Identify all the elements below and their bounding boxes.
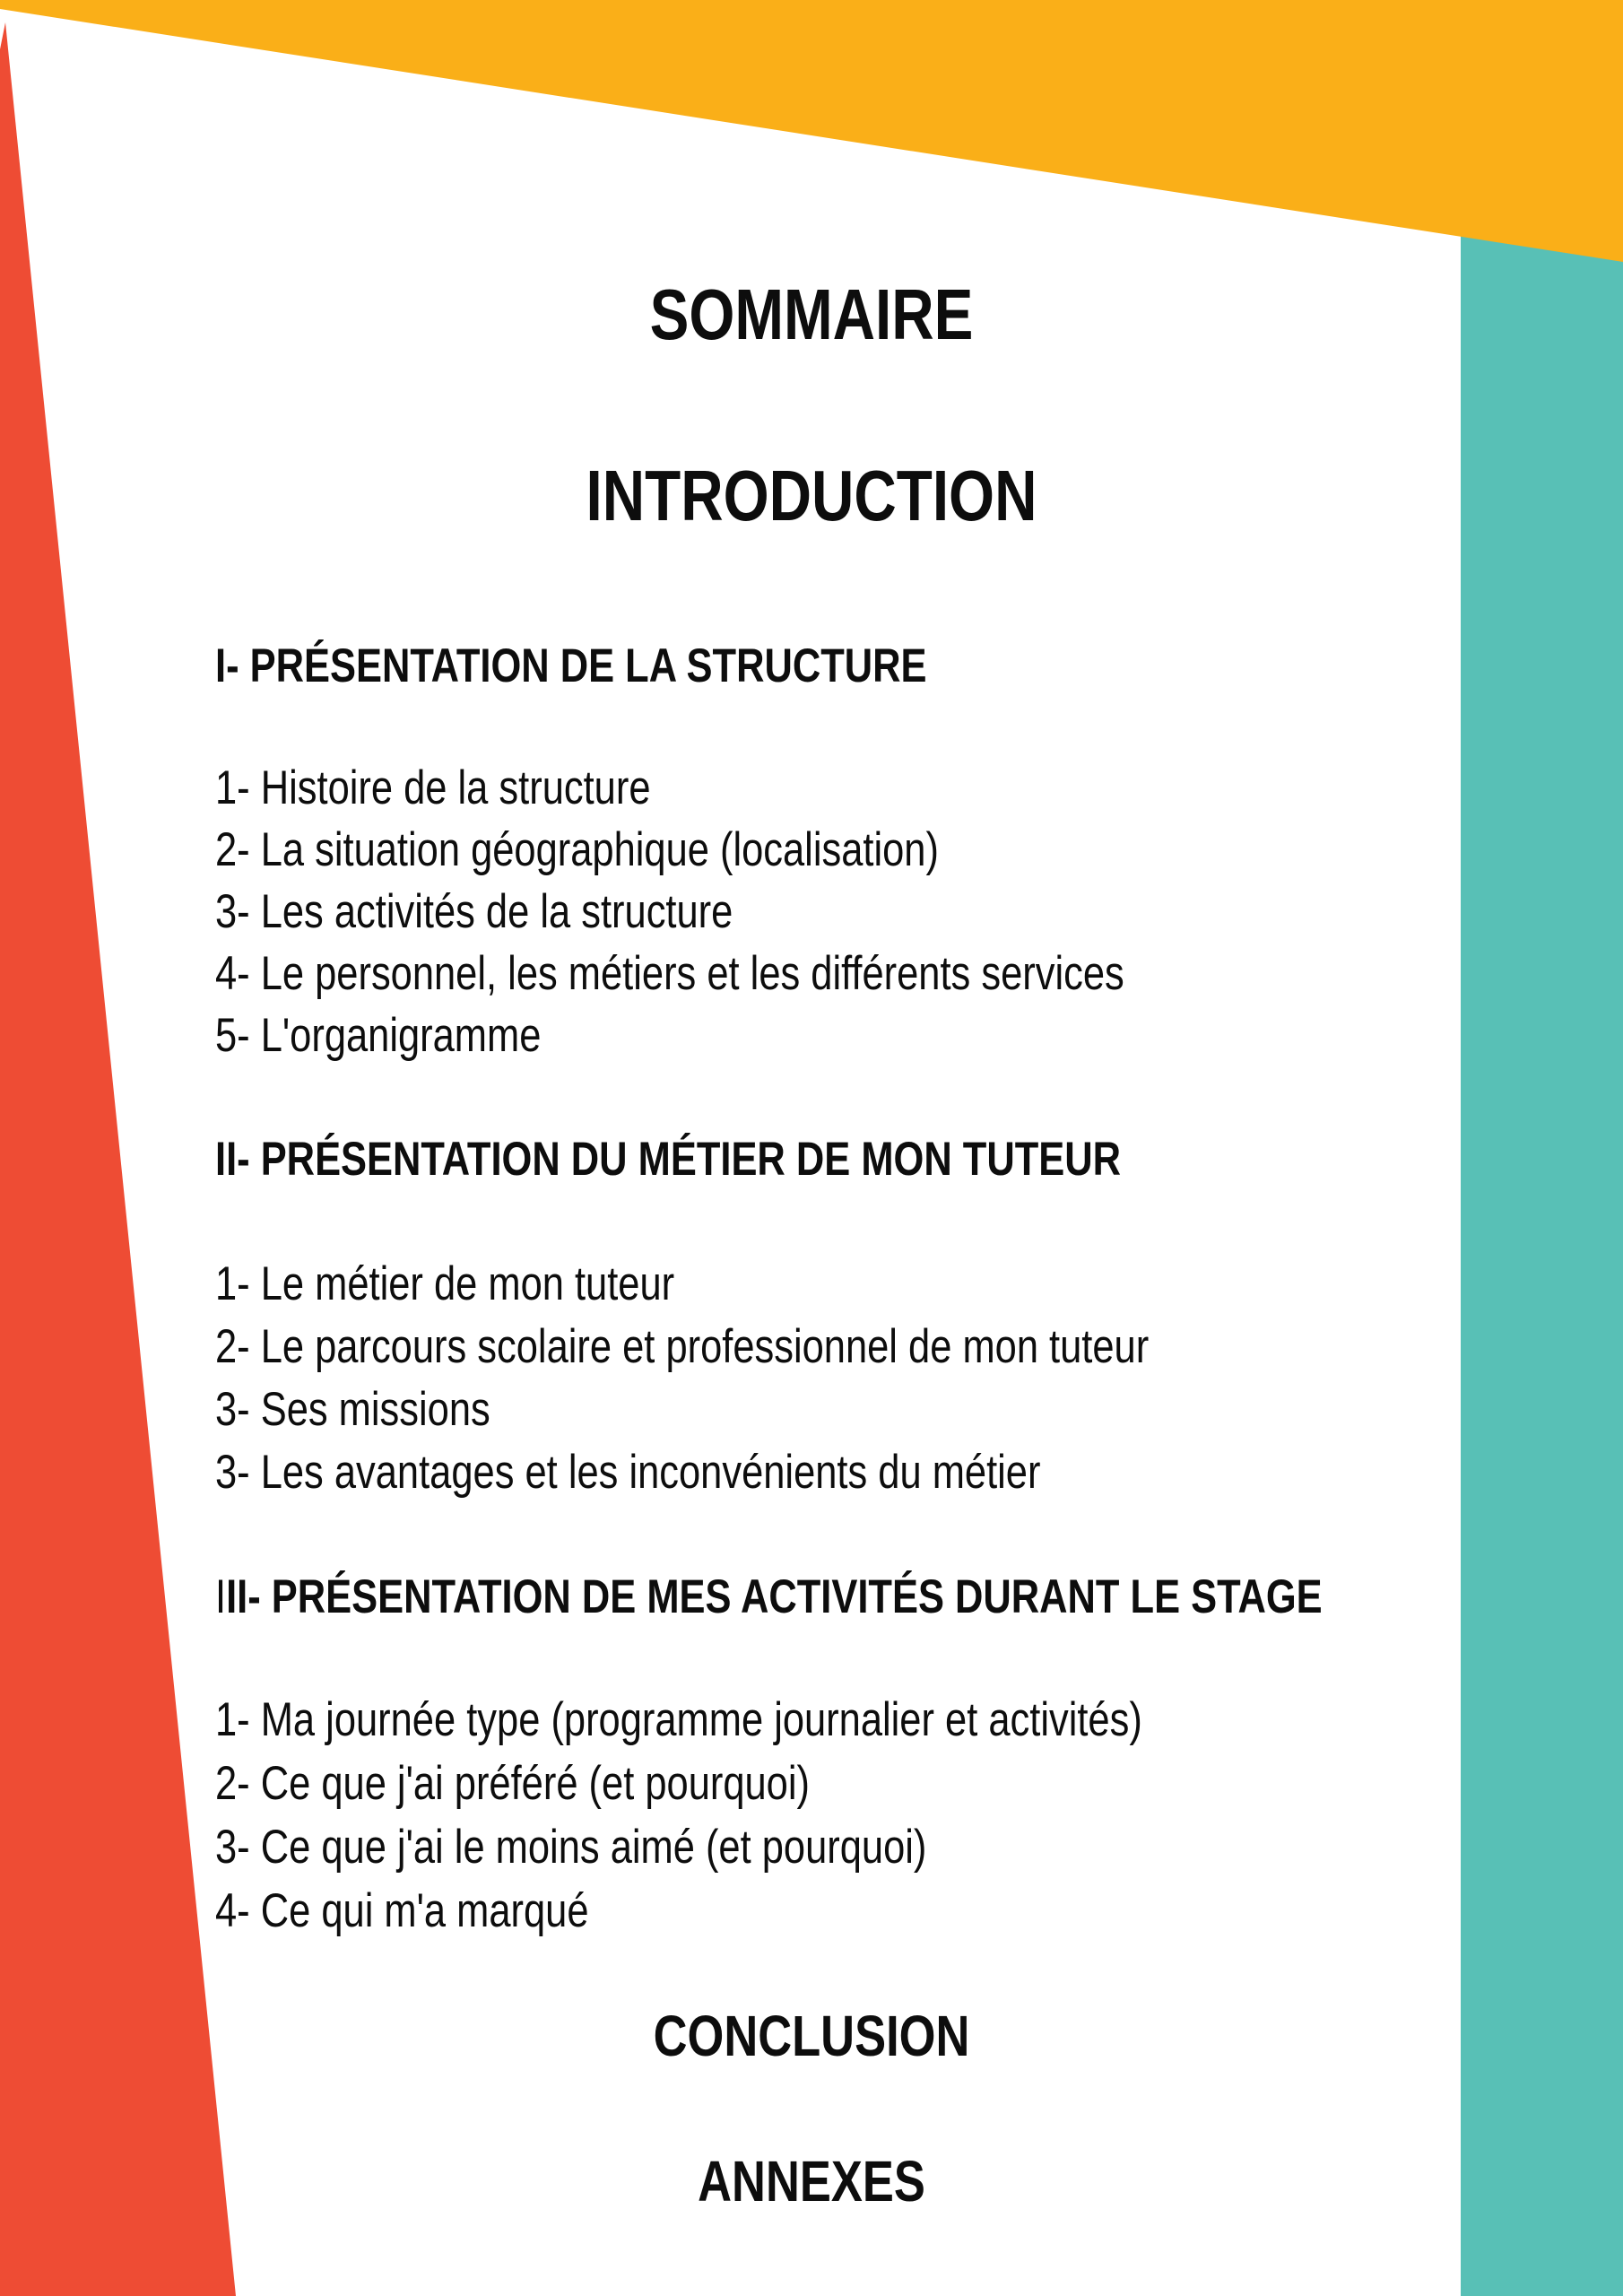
page-title-sommaire: SOMMAIRE: [649, 274, 974, 354]
list-item: 5- L'organigramme: [215, 1009, 542, 1062]
section-2-list: [215, 1253, 1149, 1504]
section-1-heading-text: I- PRÉSENTATION DE LA STRUCTURE: [215, 639, 927, 692]
section-3-heading-text: II- PRÉSENTATION DE MES ACTIVITÉS DURANT LE STAGE: [226, 1570, 1323, 1623]
list-item: 3- Ses missions: [215, 1383, 490, 1436]
list-item: 1- Le métier de mon tuteur: [215, 1257, 675, 1310]
section-1-list: [215, 757, 1124, 1066]
list-item: 3- Les activités de la structure: [215, 885, 733, 938]
list-item: 1- Ma journée type (programme journalier et activités): [215, 1693, 1142, 1746]
red-ribbon-shape: [0, 22, 236, 2296]
section-3-heading: [215, 1570, 1323, 1624]
section-2-heading-text: II- PRÉSENTATION DU MÉTIER DE MON TUTEUR: [215, 1133, 1122, 1186]
list-item: 2- Le parcours scolaire et professionnel de mon tuteur: [215, 1320, 1150, 1373]
list-item: 3- Les avantages et les inconvénients du métier: [215, 1446, 1041, 1499]
list-item: 2- Ce que j'ai préféré (et pourquoi): [215, 1757, 810, 1810]
list-item: 4- Le personnel, les métiers et les différents services: [215, 947, 1124, 1000]
section-3-list: [215, 1688, 1142, 1943]
yellow-banner-shape: [0, 0, 1623, 262]
section-3-heading-prefix: I: [215, 1570, 227, 1623]
teal-sidebar-shape: [1461, 224, 1623, 2296]
toc-entry-conclusion: CONCLUSION: [653, 2004, 970, 2068]
list-item: 4- Ce qui m'a marqué: [215, 1884, 589, 1937]
toc-entry-annexes: ANNEXES: [698, 2149, 925, 2213]
section-1-heading: [215, 639, 927, 693]
toc-entry-introduction: INTRODUCTION: [586, 456, 1037, 535]
list-item: 2- La situation géographique (localisation): [215, 823, 939, 876]
section-2-heading: [215, 1132, 1121, 1187]
list-item: 1- Histoire de la structure: [215, 761, 651, 814]
list-item: 3- Ce que j'ai le moins aimé (et pourquoi): [215, 1821, 927, 1874]
